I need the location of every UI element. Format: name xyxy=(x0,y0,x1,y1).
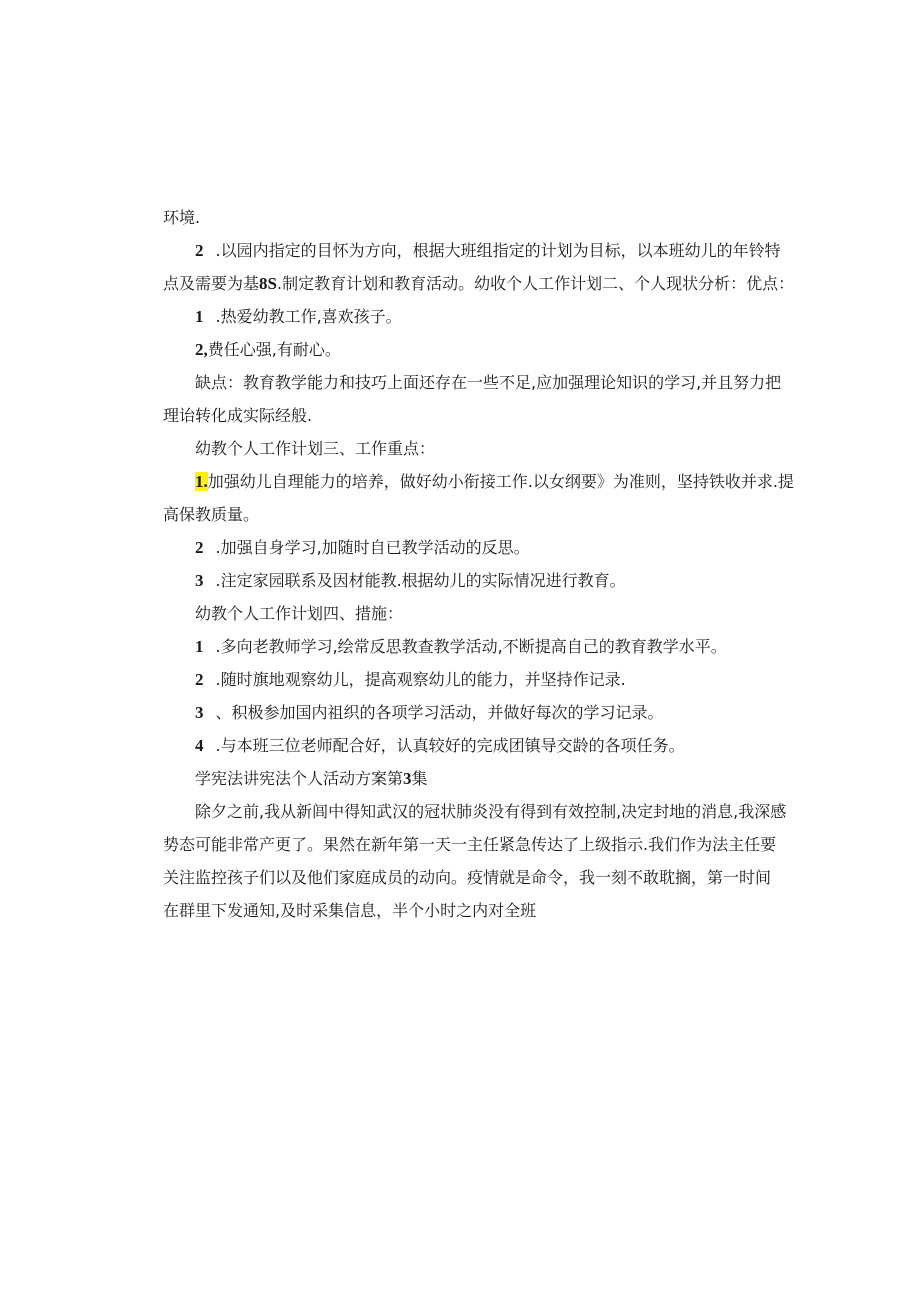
line-text: .与本班三位老师配合好，认真较好的完成团镇导交龄的各项任务。 xyxy=(215,736,685,755)
text-line xyxy=(163,208,200,228)
line-text: 势态可能非常产更了。果然在新年第一天一主任紧急传达了上级指示.我们作为法主任要 xyxy=(163,835,777,854)
section-heading xyxy=(195,439,435,459)
line-text: 关注监控孩子们以及他们家庭成员的动向。疫情就是命令，我一刻不敢耽搁，第一时间 xyxy=(163,868,772,887)
line-text: .以园内指定的目怀为方向，根据大班组指定的计划为目标，以本班幼儿的年铃特 xyxy=(215,241,781,260)
list-item xyxy=(195,670,626,690)
line-text: 幼教个人工作计划四、措施： xyxy=(195,604,404,623)
line-text: .热爱幼教工作,喜欢孩子。 xyxy=(215,307,402,326)
list-item xyxy=(195,241,781,261)
line-text: 加强幼儿自理能力的培养，做好幼小衔接工作.以女纲要》为准则，坚持铁收并求.提 xyxy=(207,472,794,491)
item-number: 4 xyxy=(195,736,204,755)
item-number: 1 xyxy=(195,307,204,326)
list-item xyxy=(195,736,685,756)
bold-fragment: 3 xyxy=(403,769,412,788)
line-text: 集 xyxy=(411,769,428,788)
line-text: .随时旗地观察幼儿，提高观察幼儿的能力，并坚持作记录. xyxy=(215,670,626,689)
text-line xyxy=(195,802,786,822)
list-item xyxy=(195,571,626,591)
item-number: 2, xyxy=(195,340,208,359)
item-number: 1 xyxy=(195,637,204,656)
item-number: 2 xyxy=(195,241,204,260)
text-line xyxy=(163,901,536,921)
text-line xyxy=(163,406,312,426)
list-item xyxy=(195,307,402,327)
highlighted-item-number: 1. xyxy=(195,472,208,491)
text-line xyxy=(195,373,781,393)
text-line xyxy=(163,835,776,855)
item-number: 2 xyxy=(195,538,204,557)
text-line xyxy=(163,505,259,525)
list-item xyxy=(195,472,794,492)
line-text: .加强自身学习,加随时自已教学活动的反思。 xyxy=(215,538,530,557)
line-text: 缺点：教育教学能力和技巧上面还存在一些不足,应加强理论知识的学习,并且努力把 xyxy=(195,373,782,392)
line-text: 、积极参加国内祖织的各项学习活动，并做好每次的学习记录。 xyxy=(215,703,664,722)
line-text: 理诒转化成实际经般. xyxy=(163,406,313,425)
bold-fragment: 8S xyxy=(259,274,277,293)
section-heading xyxy=(195,604,403,624)
line-text: .多向老教师学习,绘常反思教查教学活动,不断提高自己的教育教学水平。 xyxy=(215,637,727,656)
item-number: 2 xyxy=(195,670,204,689)
line-text: 除夕之前,我从新闾中得知武汉的冠状肺炎没有得到有效控制,决定封地的消息,我深感 xyxy=(195,802,787,821)
line-text: 在群里下发通知,及时采集信息，半个小时之内对全班 xyxy=(163,901,537,920)
line-text: .注定家园联系及因材能教.根据幼儿的实际情况进行教育。 xyxy=(215,571,626,590)
list-item xyxy=(195,538,530,558)
list-item xyxy=(195,340,341,360)
line-text: 幼教个人工作计划三、工作重点： xyxy=(195,439,436,458)
line-text: 费任心强,有耐心。 xyxy=(207,340,341,359)
text-line xyxy=(163,868,771,888)
list-item xyxy=(195,703,664,723)
section-heading xyxy=(195,769,428,789)
item-number: 3 xyxy=(195,571,204,590)
item-number: 3 xyxy=(195,703,204,722)
line-text-prefix: 点及需要为基 xyxy=(163,274,260,293)
line-text: .制定教育计划和教育活动。幼收个人工作计划二、个人现状分析：优点： xyxy=(276,274,795,293)
line-text-prefix: 学宪法讲宪法个人活动方案第 xyxy=(195,769,404,788)
list-item xyxy=(195,637,727,657)
text-line xyxy=(163,274,794,294)
line-text: 环境. xyxy=(163,208,201,227)
line-text: 高保教质量。 xyxy=(163,505,260,524)
